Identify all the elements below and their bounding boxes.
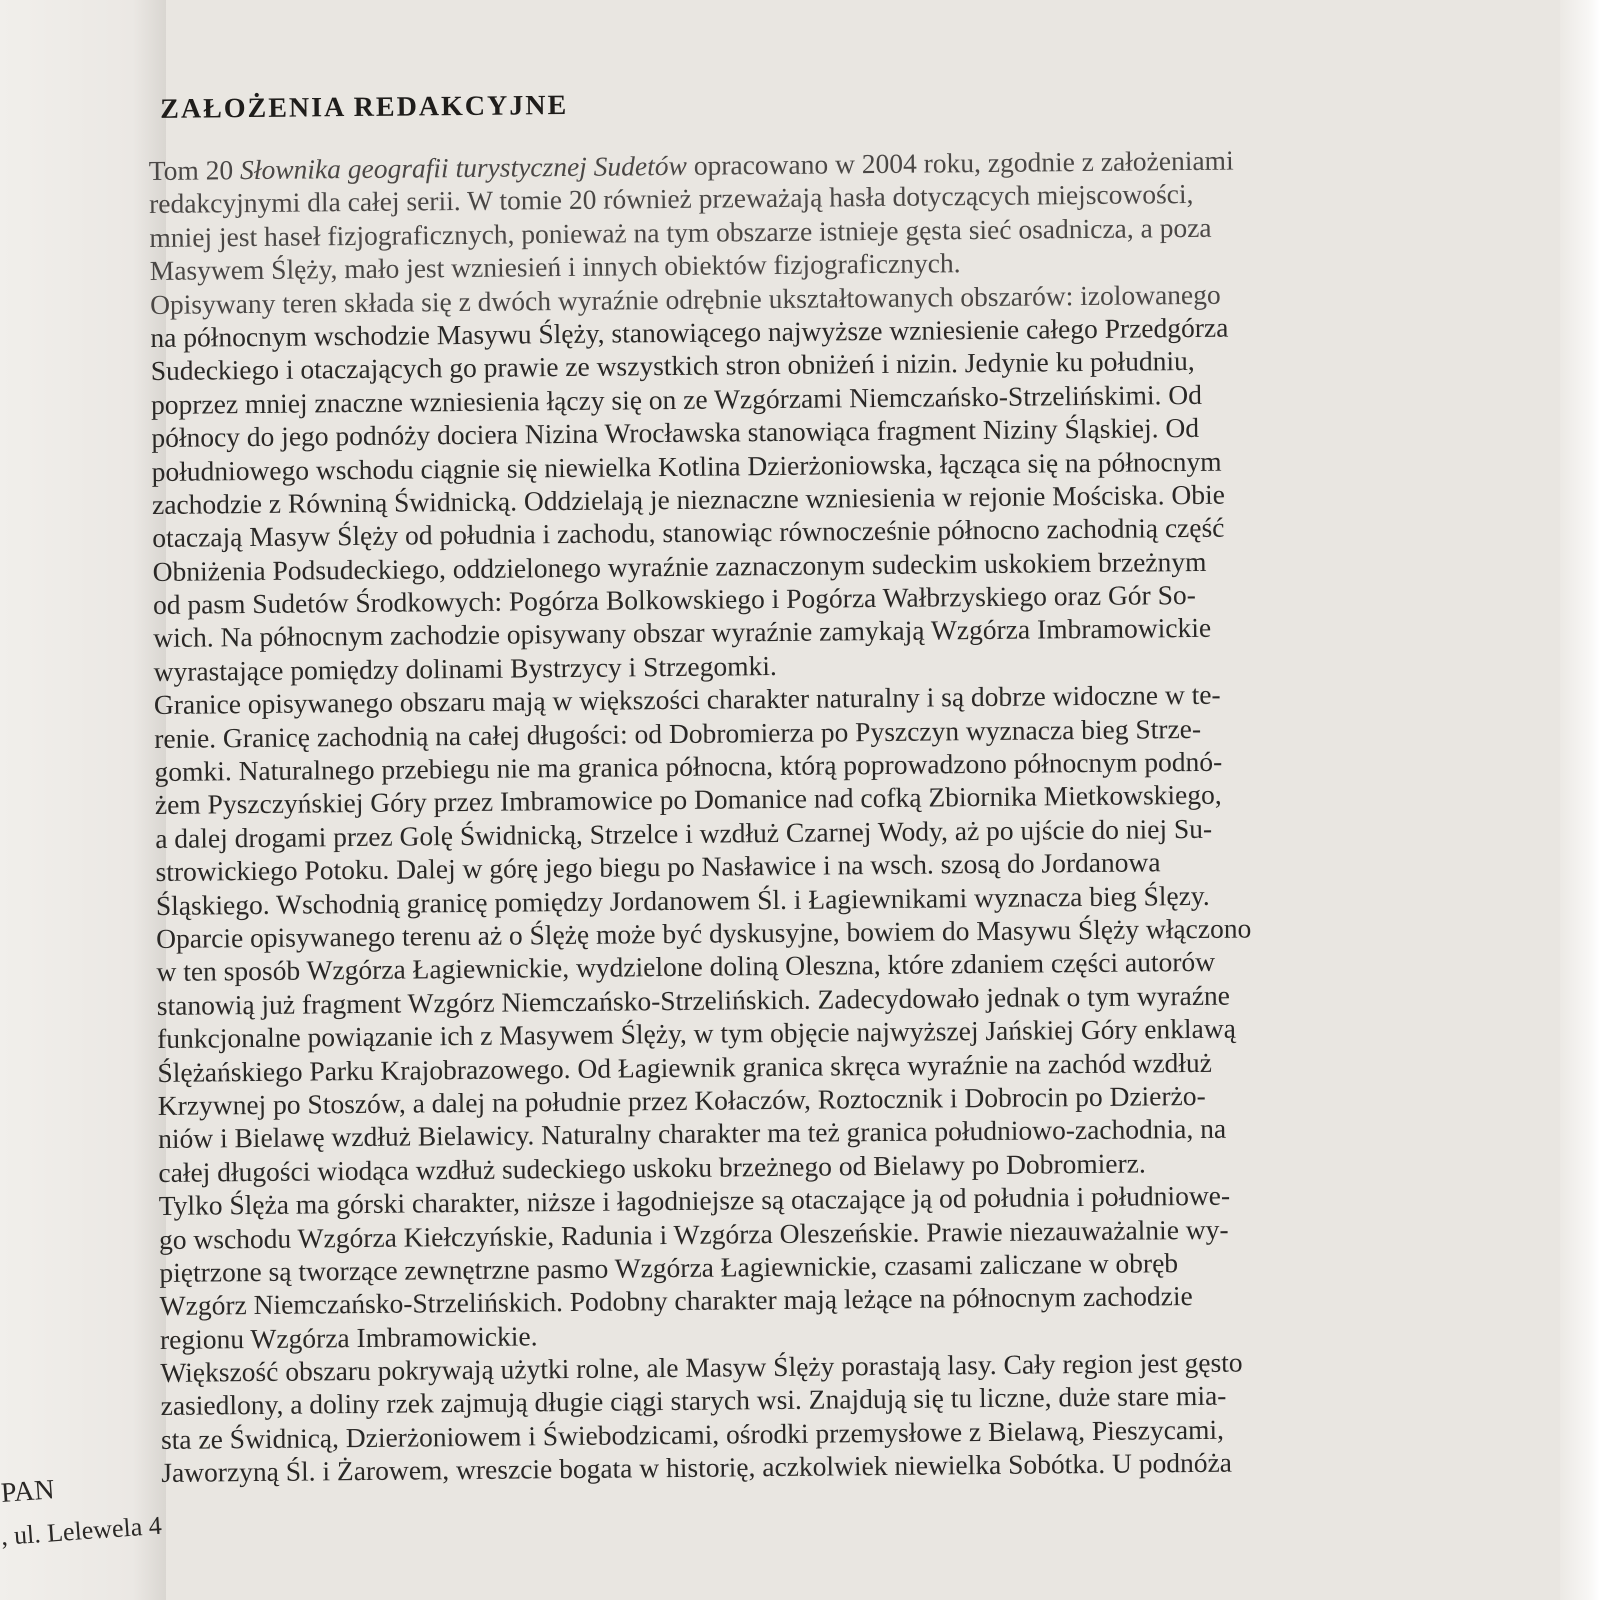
text-segment: poprzez mniej znaczne wzniesienia łączy się on ze Wzgórzami Niemczańsko-Strzelińskimi. Od	[150, 378, 1203, 420]
text-segment: renie. Granicę zachodnią na całej długości: od Dobromierza po Pyszczyn wyznacza bieg Strze-	[154, 712, 1202, 754]
text-segment: Tom 20	[148, 154, 241, 186]
text-segment: od pasm Sudetów Środkowych: Pogórza Bolkowskiego i Pogórza Wałbrzyskiego oraz Gór So-	[152, 579, 1196, 621]
text-segment: żem Pyszczyńskiej Góry przez Imbramowice po Domanice nad cofką Zbiornika Mietkowskiego,	[154, 779, 1222, 821]
text-segment: Jaworzyną Śl. i Żarowem, wreszcie bogata w historię, aczkolwiek niewielka Sobótka. U podnóża	[161, 1446, 1233, 1489]
text-segment: gomki. Naturalnego przebiegu nie ma granica północna, którą poprowadzono północnym podnó-	[154, 745, 1223, 787]
right-page-edge	[1560, 0, 1600, 1600]
text-segment: na północnym wschodzie Masywu Ślęży, stanowiącego najwyższe wzniesienie całego Przedgórza	[150, 311, 1229, 353]
text-segment: stanowią już fragment Wzgórz Niemczańsko-Strzelińskich. Zadecydowało jednak o tym wyraźne	[156, 979, 1231, 1021]
text-segment: Śląskiego. Wschodnią granicę pomiędzy Jordanowem Śl. i Łagiewnikami wyznacza bieg Ślęzy.	[155, 879, 1210, 921]
text-segment: północy do jego podnóży dociera Nizina Wrocławska stanowiąca fragment Niziny Śląskiej. Od	[151, 412, 1200, 454]
text-segment: mniej jest haseł fizjograficznych, ponieważ na tym obszarze istnieje gęsta sieć osadnicza, a poza	[149, 211, 1212, 253]
text-segment: strowickiego Potoku. Dalej w górę jego biegu po Nasławice i na wsch. szosą do Jordanowa	[155, 846, 1161, 888]
text-segment: w ten sposób Wzgórza Łagiewnickie, wydzielone doliną Oleszna, które zdaniem części autorów	[156, 946, 1216, 988]
text-segment: południowego wschodu ciągnie się niewielka Kotlina Dzierżoniowska, łącząca się na północnym	[151, 445, 1222, 487]
text-segment: sta ze Świdnicą, Dzierżoniowem i Świebodzicami, ośrodki przemysłowe z Bielawą, Pieszycami,	[160, 1413, 1225, 1455]
text-segment: Masywem Ślęży, mało jest wzniesień i innych obiektów fizjograficznych.	[149, 247, 961, 287]
text-segment: otaczają Masyw Ślęży od południa i zachodu, stanowiąc równocześnie północno zachodnią część	[152, 511, 1225, 554]
margin-note-pan: PAN	[0, 1474, 56, 1509]
section-heading: ZAŁOŻENIA REDAKCYJNE	[160, 89, 569, 125]
text-segment: Krzywnej po Stoszów, a dalej na południe przez Kołaczów, Roztocznik i Dobrocin po Dzierżo-	[157, 1079, 1206, 1121]
margin-note-address: , ul. Lelewela 4	[0, 1510, 163, 1551]
text-segment: funkcjonalne powiązanie ich z Masywem Ślęży, w tym objęcie najwyższej Jańskiej Góry enklawą	[156, 1012, 1237, 1055]
text-segment: Oparcie opisywanego terenu aż o Ślężę może być dyskusyjne, bowiem do Masywu Ślęży włączono	[156, 912, 1252, 954]
text-segment: zachodzie z Równiną Świdnicką. Oddzielają je nieznaczne wzniesienia w rejonie Mościska. Obie	[151, 478, 1225, 520]
text-segment: go wschodu Wzgórza Kiełczyńskie, Radunia i Wzgórza Oleszeńskie. Prawie niezauważalnie wy-	[158, 1213, 1229, 1255]
text-segment: Tylko Ślęża ma górski charakter, niższe i łagodniejsze są otaczające ją od południa i południowe-	[158, 1179, 1231, 1222]
text-segment: całej długości wiodąca wzdłuż sudeckiego uskoku brzeżnego od Bielawy po Dobromierz.	[158, 1147, 1146, 1188]
text-segment: zasiedlony, a doliny rzek zajmują długie ciągi starych wsi. Znajdują się tu liczne, duże stare mia-	[160, 1380, 1227, 1422]
text-segment: a dalej drogami przez Golę Świdnicką, Strzelce i wzdłuż Czarnej Wody, aż po ujście do niej Su-	[155, 812, 1213, 854]
text-segment: Opisywany teren składa się z dwóch wyraźnie odrębnie ukształtowanych obszarów: izolowanego	[149, 278, 1221, 320]
text-segment: niów i Bielawę wzdłuż Bielawicy. Naturalny charakter ma też granica południowo-zachodnia, na	[157, 1113, 1227, 1155]
text-segment: Ślężańskiego Parku Krajobrazowego. Od Łagiewnik granica skręca wyraźnie na zachód wzdłuż	[157, 1046, 1213, 1088]
text-segment: piętrzone są tworzące zewnętrzne pasmo Wzgórza Łagiewnickie, czasami zaliczane w obręb	[159, 1247, 1179, 1288]
text-segment: Większość obszaru pokrywają użytki rolne, ale Masyw Ślęży porastają lasy. Cały region jest gęsto	[160, 1346, 1243, 1389]
body-text	[149, 142, 1432, 1490]
text-segment: wich. Na północnym zachodzie opisywany obszar wyraźnie zamykają Wzgórza Imbramowickie	[153, 612, 1212, 654]
text-segment: regionu Wzgórza Imbramowickie.	[159, 1319, 538, 1355]
text-segment: wyrastające pomiędzy dolinami Bystrzycy i Strzegomki.	[153, 649, 777, 687]
text-segment: redakcyjnymi dla całej serii. W tomie 20 również przeważają hasła dotyczących miejscowości,	[148, 178, 1194, 220]
document-page	[148, 74, 1462, 1566]
book-title-italic: Słownika geografii turystycznej Sudetów	[239, 149, 688, 186]
text-segment: Obniżenia Podsudeckiego, oddzielonego wyraźnie zaznaczonym sudeckim uskokiem brzeżnym	[152, 545, 1207, 587]
text-segment: Sudeckiego i otaczających go prawie ze wszystkich stron obniżeń i nizin. Jedynie ku południu,	[150, 345, 1195, 387]
text-segment: Wzgórz Niemczańsko-Strzelińskich. Podobny charakter mają leżące na północnym zachodzie	[159, 1280, 1193, 1322]
text-segment: opracowano w 2004 roku, zgodnie z założeniami	[686, 144, 1234, 181]
text-segment: Granice opisywanego obszaru mają w większości charakter naturalny i są dobrze widoczne w te-	[153, 678, 1221, 721]
left-page-edge	[0, 0, 166, 1600]
